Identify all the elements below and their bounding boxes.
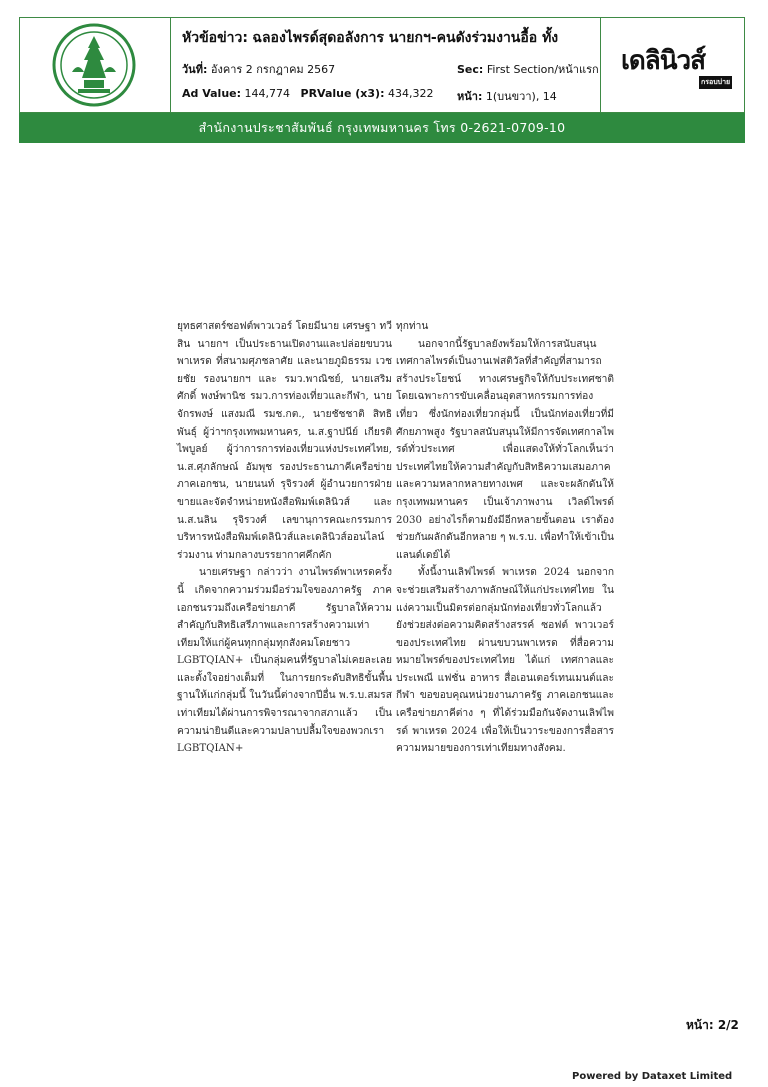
section-row <box>457 60 599 78</box>
date-row <box>182 60 335 78</box>
article-paragraph: ทุกท่าน <box>396 321 429 332</box>
article-paragraph: นอกจากนี้รัฐบาลยังพร้อมให้การสนับสนุน เทศกาลไพรด์เป็นงานเฟสติวัลที่สำคัญที่สามารถสร้างประโยชน์ ทางเศรษฐกิจให้กับประเทศชาติ โดยเฉพาะการขับเคลื่อนอุตสาหกรรมการท่องเที่ยว ซึ่งนักท่องเที่ยวกลุ่มนี้ เป็นนักท่องเที่ยวที่มีศักยภาพสูง รัฐบาลสนับสนุนให้มีการจัดเทศกาลไพรด์ทั่วประเทศ เพื่อแสดงให้ทั่วโลกเห็นว่า ประเทศไทยให้ความสำคัญกับสิทธิความเสมอภาค และความหลากหลายทางเพศ และจะผลักดันให้กรุงเทพมหานคร เป็นเจ้าภาพงาน เวิลด์ไพรด์ 2030 อย่างไรก็ตามยังมีอีกหลายขั้นตอน เราต้องช่วยกันผลักดันอีกหลาย ๆ พ.ร.บ. เพื่อทำให้เข้าเป็นแลนด์เดย์ได้ <box>396 338 614 561</box>
newspaper-edition-badge: กรอบบ่าย <box>699 76 732 89</box>
article-column-1 <box>177 318 392 758</box>
newspaper-brand-panel <box>600 18 745 112</box>
date-value: อังคาร 2 กรกฎาคม 2567 <box>210 63 336 76</box>
value-row <box>182 87 433 100</box>
section-label: Sec: <box>457 63 484 76</box>
date-label: วันที่: <box>182 63 208 76</box>
page-number: หน้า: 2/2 <box>686 1018 739 1032</box>
pr-value: 434,322 <box>387 87 434 100</box>
clipping-info <box>182 24 612 110</box>
headline-label: หัวข้อข่าว: <box>182 30 248 46</box>
headline-row <box>182 27 558 49</box>
ad-value-label: Ad Value: <box>182 87 242 100</box>
section-value: First Section/หน้าแรก <box>486 63 599 76</box>
headline: ฉลองไพรด์สุดอลังการ นายกฯ-คนดังร่วมงานอื้อ ทั้ง <box>252 30 559 46</box>
ad-value: 144,774 <box>244 87 291 100</box>
pr-value-label: PRValue (x3): <box>300 87 385 100</box>
clipping-header <box>19 17 745 113</box>
article-paragraph: นายเศรษฐา กล่าวว่า งานไพรด์พาเหรดครั้งนี้ เกิดจากความร่วมมือร่วมใจของภาครัฐ ภาคเอกชนรวมถึงเครือข่ายภาคี รัฐบาลให้ความสำคัญกับสิทธิเสรีภาพและการสร้างความเท่าเทียมให้แก่ผู้คนทุกกลุ่มทุกสังคมโดยชาว LGBTQIAN+ เป็นกลุ่มคนที่รัฐบาลไม่เคยละเลยและตั้งใจอย่างเต็มที่ ในการยกระดับสิทธิขั้นพื้นฐานให้แก่กลุ่มนี้ ในวันนี้ต่างจากปีอื่น พ.ร.บ.สมรสเท่าเทียมได้ผ่านการพิจารณาจากสภาแล้ว เป็นความน่ายินดีและความปลาบปลื้มใจของพวกเรา LGBTQIAN+ <box>177 567 392 755</box>
page-row <box>457 87 557 105</box>
page-value: 1(บนขวา), 14 <box>485 90 557 103</box>
bangkok-city-seal-icon <box>48 22 140 108</box>
logo-panel <box>20 18 171 112</box>
contact-banner: สำนักงานประชาสัมพันธ์ กรุงเทพมหานคร โทร 0-2621-0709-10 <box>19 113 745 143</box>
article-column-2 <box>396 318 614 758</box>
page-label: หน้า: <box>457 90 483 103</box>
powered-by: Powered by Dataxet Limited <box>572 1071 733 1082</box>
article-paragraph: ทั้งนี้งานเลิฟไพรด์ พาเหรด 2024 นอกจากจะช่วยเสริมสร้างภาพลักษณ์ให้แก่ประเทศไทย ในแง่ความเป็นมิตรต่อกลุ่มนักท่องเที่ยวทั่วโลกแล้ว ยังช่วยส่งต่อความคิดสร้างสรรค์ ซอฟต์ พาวเวอร์ของประเทศไทย ผ่านขบวนพาเหรด ที่สื่อความหมายไพรด์ของประเทศไทย ได้แก่ เทศกาลและประเพณี แฟชั่น อาหาร สื่อเอนเตอร์เทนเมนต์และกีฬา ขอขอบคุณหน่วยงานภาครัฐ ภาคเอกชนและเครือข่ายภาคีต่าง ๆ ที่ได้ร่วมมือกันจัดงานเลิฟไพรด์ พาเหรด 2024 เพื่อให้เป็นวาระของการสื่อสารความหมายของการเท่าเทียมทางสังคม. <box>396 567 614 755</box>
article-paragraph: ยุทธศาสตร์ซอฟต์พาวเวอร์ โดยมีนาย เศรษฐา ทวีสิน นายกฯ เป็นประธานเปิดงานและปล่อยขบวนพาเหรด ที่สนามศุภชลาศัย และนายภูมิธรรม เวชยชัย รองนายกฯ และ รมว.พาณิชย์, นายเสริมศักดิ์ พงษ์พานิช รมว.การท่องเที่ยวและกีฬา, นายจักรพงษ์ แสงมณี รมช.กต., นายชัชชาติ สิทธิพันธุ์ ผู้ว่าฯกรุงเทพมหานคร, น.ส.ฐาปนีย์ เกียรติไพบูลย์ ผู้ว่าการการท่องเที่ยวแห่งประเทศไทย, น.ส.ศุภลักษณ์ อัมพุช รองประธานภาคีเครือข่ายภาคเอกชน, นายนนท์ รุจิรวงศ์ ผู้อำนวยการฝ่ายขายและจัดจำหน่ายหนังสือพิมพ์เดลินิวส์ และ น.ส.นลิน รุจิรวงศ์ เลขานุการคณะกรรมการบริหารหนังสือพิมพ์เดลินิวส์และเดลินิวส์ออนไลน์ร่วมงาน ท่ามกลางบรรยากาศคึกคัก <box>177 321 392 561</box>
newspaper-logo: เดลินิวส์ <box>621 46 705 76</box>
